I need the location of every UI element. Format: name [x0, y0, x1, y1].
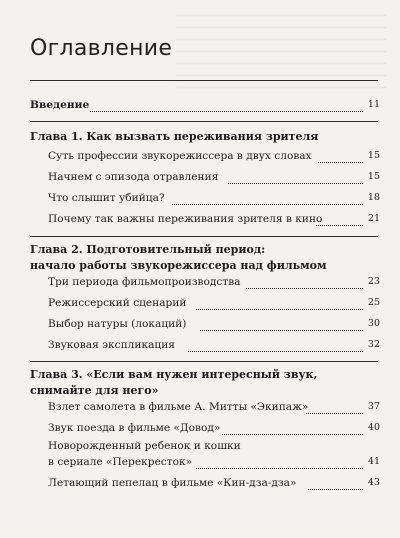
leader-dots [188, 351, 363, 352]
chapter-heading-line: Глава 1. Как вызвать переживания зрителя [30, 130, 319, 143]
toc-entry-label: в сериале «Перекресток» [48, 456, 193, 468]
toc-entry-page: 15 [367, 150, 380, 161]
toc-entry[interactable] [0, 318, 400, 338]
chapter-heading-line: Глава 3. «Если вам нужен интересный звук, [30, 368, 318, 381]
bleed-through-text [176, 8, 386, 88]
toc-entry-page: 40 [367, 422, 380, 433]
leader-dots [172, 204, 363, 205]
leader-dots [222, 434, 363, 435]
toc-entry-page: 15 [367, 171, 380, 182]
toc-entry-page: 43 [367, 477, 380, 488]
toc-entry-page: 21 [367, 213, 380, 224]
leader-dots [316, 225, 363, 226]
toc-entry[interactable] [0, 213, 400, 233]
chapter-heading-line: Глава 2. Подготовительный период: [30, 243, 266, 256]
toc-entry[interactable] [0, 422, 400, 442]
chapter-heading-line: начало работы звукорежиссера над фильмом [30, 259, 327, 272]
toc-entry-label: Введение [30, 99, 90, 111]
toc-entry-page: 37 [367, 401, 380, 412]
toc-entry-label-line: Новорожденный ребенок и кошки [48, 440, 241, 452]
chapter-heading-3[interactable] [30, 367, 317, 399]
toc-entry-label: Суть профессии звукорежиссера в двух словах [48, 150, 312, 162]
toc-entry[interactable] [0, 192, 400, 212]
leader-dots [318, 162, 363, 163]
toc-entry-label: Почему так важны переживания зрителя в кино [48, 213, 323, 225]
toc-entry-label: Летающий пепелац в фильме «Кин-дза-дза» [48, 477, 297, 489]
toc-entry[interactable] [0, 401, 400, 421]
section-divider [30, 121, 378, 122]
toc-entry-label: Три периода фильмопроизводства [48, 276, 241, 288]
toc-entry-page: 41 [367, 456, 380, 467]
chapter-heading-1[interactable] [30, 129, 318, 145]
toc-entry-label: Звук поезда в фильме «Довод» [48, 422, 221, 434]
toc-entry[interactable] [0, 171, 400, 191]
section-divider [30, 361, 378, 362]
toc-entry-label: Выбор натуры (локаций) [48, 318, 187, 330]
leader-dots [306, 413, 363, 414]
leader-dots [228, 183, 363, 184]
toc-entry[interactable] [0, 297, 400, 317]
title-divider [30, 80, 378, 81]
toc-entry[interactable] [0, 456, 400, 476]
toc-entry-label: Начнем с эпизода отравления [48, 171, 219, 183]
toc-entry-page: 30 [367, 318, 380, 329]
toc-entry-page: 25 [367, 297, 380, 308]
toc-entry-page: 11 [367, 99, 380, 110]
toc-entry-label: Звуковая экспликация [48, 339, 175, 351]
leader-dots [196, 468, 363, 469]
section-divider [30, 236, 378, 237]
leader-dots [200, 330, 363, 331]
leader-dots [196, 309, 363, 310]
toc-entry[interactable] [0, 477, 400, 497]
toc-entry[interactable] [0, 339, 400, 359]
toc-entry-label: Что слышит убийца? [48, 192, 165, 204]
chapter-heading-line: снимайте для него» [30, 384, 159, 397]
toc-entry-page: 32 [367, 339, 380, 350]
toc-entry[interactable] [0, 276, 400, 296]
toc-entry[interactable] [0, 150, 400, 170]
toc-entry-page: 18 [367, 192, 380, 203]
leader-dots [90, 111, 363, 112]
toc-entry-label: Режиссерский сценарий [48, 297, 187, 309]
leader-dots [246, 288, 363, 289]
toc-entry-label: Взлет самолета в фильме А. Митты «Экипаж» [48, 401, 309, 413]
toc-entry-intro[interactable] [0, 99, 400, 119]
leader-dots [308, 489, 363, 490]
toc-entry-page: 23 [367, 276, 380, 287]
chapter-heading-2[interactable] [30, 242, 327, 274]
page-title: Оглавление [30, 36, 173, 61]
